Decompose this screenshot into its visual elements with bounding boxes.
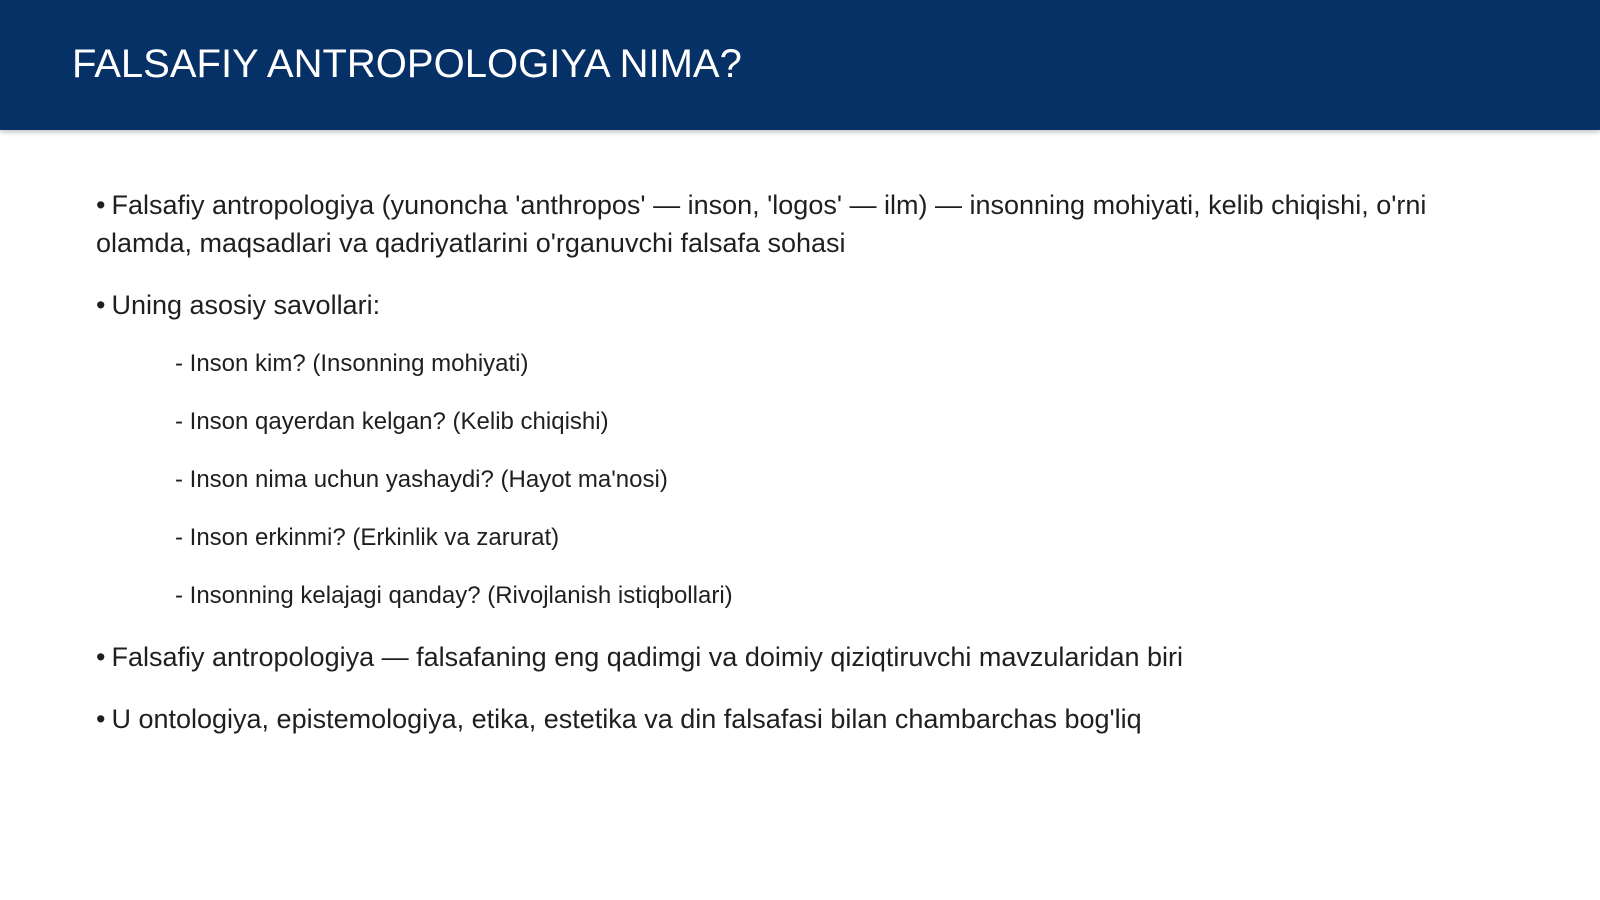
- bullet-related-fields: [96, 700, 1526, 738]
- bullet-text: Uning asosiy savollari:: [111, 290, 381, 320]
- question-item: - Inson qayerdan kelgan? (Kelib chiqishi): [175, 408, 609, 435]
- bullet-oldest-topic: [96, 638, 1526, 676]
- bullet-text: U ontologiya, epistemologiya, etika, estetika va din falsafasi bilan chambarchas bog'liq: [111, 704, 1142, 734]
- bullet-dot: •: [96, 290, 106, 320]
- bullet-main-questions: [96, 286, 1526, 324]
- bullet-text: Falsafiy antropologiya — falsafaning eng qadimgi va doimiy qiziqtiruvchi mavzularidan biri: [111, 642, 1183, 672]
- bullet-definition: [96, 186, 1526, 262]
- bullet-dot: •: [96, 642, 106, 672]
- question-list: [96, 348, 1526, 612]
- title-bar: [0, 0, 1600, 130]
- slide-content: [96, 186, 1526, 762]
- slide-title: FALSAFIY ANTROPOLOGIYA NIMA?: [72, 42, 742, 86]
- bullet-text: Falsafiy antropologiya (yunoncha 'anthropos' — inson, 'logos' — ilm) — insonning mohiyati, kelib chiqishi, o'rni olamda, maqsadlari va qadriyatlarini o'rganuvchi falsafa sohasi: [96, 190, 1427, 258]
- question-item: - Inson nima uchun yashaydi? (Hayot ma'nosi): [175, 466, 668, 493]
- question-item: - Insonning kelajagi qanday? (Rivojlanish istiqbollari): [175, 582, 733, 609]
- question-item: - Inson kim? (Insonning mohiyati): [175, 350, 529, 377]
- question-item: - Inson erkinmi? (Erkinlik va zarurat): [175, 524, 560, 551]
- bullet-dot: •: [96, 704, 106, 734]
- bullet-dot: •: [96, 190, 106, 220]
